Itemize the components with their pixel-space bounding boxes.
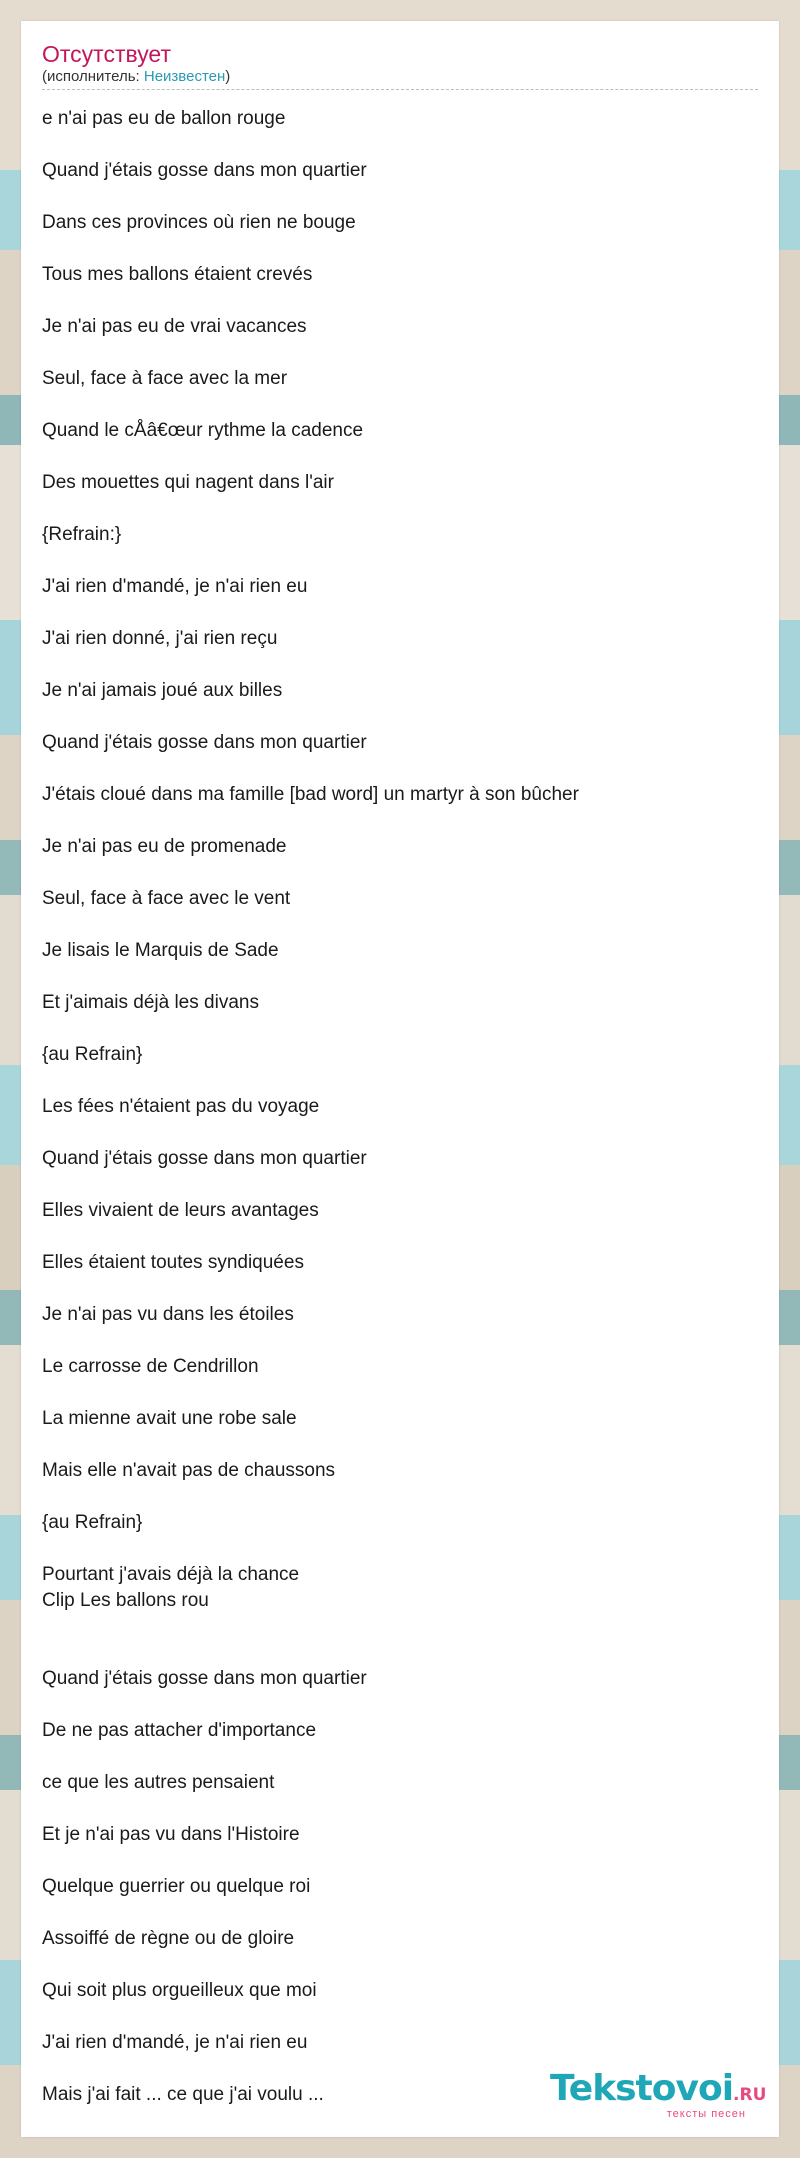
lyric-line: Le carrosse de Cendrillon — [42, 1356, 259, 1377]
lyric-line: Qui soit plus orgueilleux que moi — [42, 1980, 317, 2001]
logo-brand — [550, 2068, 767, 2113]
lyric-line: Quand le cÅâ€œur rythme la cadence — [42, 420, 364, 441]
song-title: Отсутствует — [42, 41, 171, 67]
lyric-line: Et j'aimais déjà les divans — [42, 992, 259, 1013]
logo-brand-name: Tekstovoi — [550, 2068, 734, 2109]
subtitle-prefix: (исполнитель: — [42, 68, 144, 85]
lyric-line: ce que les autres pensaient — [42, 1772, 275, 1793]
lyric-line: {au Refrain} — [42, 1512, 143, 1533]
lyric-line: Et je n'ai pas vu dans l'Histoire — [42, 1824, 300, 1845]
lyric-line: Les fées n'étaient pas du voyage — [42, 1096, 320, 1117]
lyric-line: {au Refrain} — [42, 1044, 143, 1065]
lyric-line: Quelque guerrier ou quelque roi — [42, 1876, 311, 1897]
lyric-line: Quand j'étais gosse dans mon quartier — [42, 160, 367, 181]
lyric-line: Pourtant j'avais déjà la chance — [42, 1564, 300, 1585]
lyric-line: Mais j'ai fait ... ce que j'ai voulu ... — [42, 2084, 324, 2105]
song-header — [42, 41, 758, 90]
lyric-line: Quand j'étais gosse dans mon quartier — [42, 732, 367, 753]
lyric-line: Seul, face à face avec le vent — [42, 888, 291, 909]
lyric-line: J'ai rien d'mandé, je n'ai rien eu — [42, 2032, 308, 2053]
lyric-line: J'étais cloué dans ma famille [bad word] un martyr à son bûcher — [42, 784, 579, 805]
song-subtitle — [42, 68, 758, 86]
lyric-line: Assoiffé de règne ou de gloire — [42, 1928, 295, 1949]
lyric-line: Je n'ai pas eu de vrai vacances — [42, 316, 307, 337]
lyric-line: Des mouettes qui nagent dans l'air — [42, 472, 334, 493]
lyric-line: Je n'ai pas eu de promenade — [42, 836, 287, 857]
lyric-line: Elles étaient toutes syndiquées — [42, 1252, 304, 1273]
clip-link[interactable]: Clip Les ballons rou — [42, 1590, 209, 1611]
lyric-line: e n'ai pas eu de ballon rouge — [42, 108, 286, 129]
lyric-line: J'ai rien d'mandé, je n'ai rien eu — [42, 576, 308, 597]
lyrics-panel — [21, 21, 779, 2137]
logo-tld: .RU — [733, 2085, 767, 2105]
lyric-line: La mienne avait une robe sale — [42, 1408, 297, 1429]
lyric-line: J'ai rien donné, j'ai rien reçu — [42, 628, 278, 649]
lyric-line: Je lisais le Marquis de Sade — [42, 940, 279, 961]
lyric-line: De ne pas attacher d'importance — [42, 1720, 317, 1741]
lyric-line: {Refrain:} — [42, 524, 122, 545]
lyric-line: Je n'ai pas vu dans les étoiles — [42, 1304, 294, 1325]
site-logo[interactable] — [550, 2068, 767, 2120]
lyric-line: Quand j'étais gosse dans mon quartier — [42, 1668, 367, 1689]
lyric-line: Quand j'étais gosse dans mon quartier — [42, 1148, 367, 1169]
lyric-line: Elles vivaient de leurs avantages — [42, 1200, 319, 1221]
lyric-line: Mais elle n'avait pas de chaussons — [42, 1460, 336, 1481]
lyric-line: Seul, face à face avec la mer — [42, 368, 288, 389]
lyrics-text — [42, 106, 758, 2134]
subtitle-suffix: ) — [225, 68, 231, 85]
lyric-line: Tous mes ballons étaient crevés — [42, 264, 313, 285]
logo-tagline: тексты песен — [666, 2108, 746, 2120]
lyric-line: Je n'ai jamais joué aux billes — [42, 680, 283, 701]
lyric-line-with-clip — [42, 1562, 758, 1666]
artist-link[interactable]: Неизвестен — [143, 68, 226, 85]
lyric-line: Dans ces provinces où rien ne bouge — [42, 212, 356, 233]
